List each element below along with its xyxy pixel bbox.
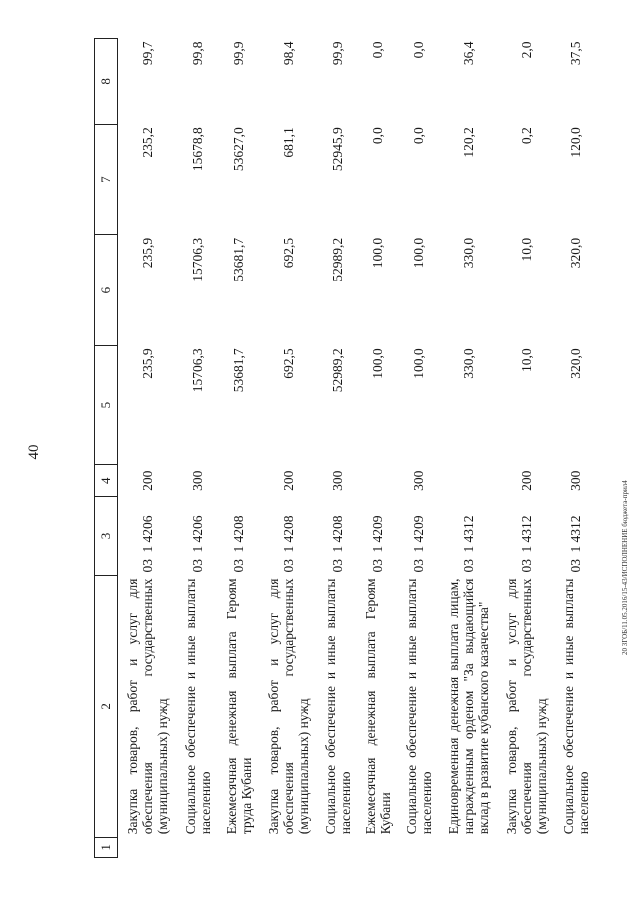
- row-col8: 2,0: [518, 41, 534, 59]
- row-col5: 692,5: [280, 348, 296, 379]
- column-header-4: 4: [95, 465, 118, 497]
- row-code: 0314206: [189, 515, 205, 573]
- row-col8: 0,0: [369, 41, 385, 59]
- row-code: 0314206: [139, 515, 155, 573]
- row-description: Закупка товаров, работ и услуг для обеспечения государственных (муниципальных) нужд: [266, 578, 311, 835]
- row-code: 0314208: [280, 515, 296, 573]
- row-col5: 330,0: [460, 348, 476, 379]
- row-col8: 99,9: [230, 41, 246, 66]
- row-expense-type: 300: [410, 470, 426, 491]
- row-col5: 10,0: [518, 348, 534, 372]
- row-col5: 235,9: [139, 348, 155, 379]
- row-expense-type: [218, 465, 260, 497]
- row-description: Ежемесячная денежная выплата Героям Кубани: [362, 578, 393, 835]
- table-row: [440, 39, 498, 858]
- row-col6: 330,0: [460, 237, 476, 269]
- row-col7: 52945,9: [329, 127, 345, 172]
- table-row: [118, 39, 178, 858]
- footer-file-note: 20 ЗГОБ/11.05.2016/15-43/ИСПОЛНЕНИЕ бюджета-прил4: [621, 480, 629, 655]
- row-expense-type: 300: [329, 470, 345, 491]
- row-col6: 692,5: [280, 237, 296, 269]
- row-code: 0314312: [518, 515, 534, 573]
- row-expense-type: [440, 465, 498, 497]
- row-col7: 235,2: [139, 127, 155, 158]
- row-description: Социальное обеспечение и иные выплаты населению: [182, 578, 213, 835]
- row-expense-type: [358, 465, 398, 497]
- table-row: [556, 39, 596, 858]
- row-col8: 99,9: [329, 41, 345, 66]
- row-col7: 120,0: [567, 127, 583, 158]
- table-row: [358, 39, 398, 858]
- row-col8: 0,0: [410, 41, 426, 59]
- table-header-row: [95, 39, 118, 858]
- row-description: Ежемесячная денежная выплата Героям труда Кубани: [223, 578, 254, 835]
- row-col6: 320,0: [567, 237, 583, 269]
- row-expense-type: 200: [139, 470, 155, 491]
- row-description: Социальное обеспечение и иные выплаты населению: [322, 578, 353, 835]
- table-row: [260, 39, 318, 858]
- column-header-1: 1: [95, 837, 118, 857]
- table-row: [178, 39, 218, 858]
- row-col5: 100,0: [410, 348, 426, 379]
- row-code: 0314208: [230, 515, 246, 573]
- row-col6: 100,0: [369, 237, 385, 269]
- row-description: Закупка товаров, работ и услуг для обеспечения государственных (муниципальных) нужд: [504, 578, 549, 835]
- row-col5: 320,0: [567, 348, 583, 379]
- row-col8: 99,7: [139, 41, 155, 66]
- row-col5: 52989,2: [329, 348, 345, 393]
- row-description: Социальное обеспечение и иные выплаты населению: [403, 578, 434, 835]
- row-col6: 53681,7: [230, 237, 246, 282]
- column-header-5: 5: [95, 345, 118, 465]
- row-col7: 0,0: [369, 127, 385, 145]
- row-code: 0314209: [410, 515, 426, 573]
- row-expense-type: 300: [189, 470, 205, 491]
- table-row: [398, 39, 440, 858]
- column-header-3: 3: [95, 497, 118, 576]
- row-col6: 52989,2: [329, 237, 345, 282]
- row-col6: 100,0: [410, 237, 426, 269]
- row-col7: 0,2: [518, 127, 534, 145]
- column-header-2: 2: [95, 575, 118, 837]
- row-col7: 15678,8: [189, 127, 205, 172]
- row-col5: 53681,7: [230, 348, 246, 393]
- table-row: [498, 39, 556, 858]
- row-code: 0314312: [460, 515, 476, 573]
- row-code: 0314208: [329, 515, 345, 573]
- table-row: [218, 39, 260, 858]
- row-col7: 53627,0: [230, 127, 246, 172]
- row-col5: 100,0: [369, 348, 385, 379]
- row-col8: 99,8: [189, 41, 205, 66]
- row-description: Единовременная денежная выплата лицам, награжденным орденом "За выдающийся вклад в развитие кубанского казачества": [446, 578, 491, 835]
- column-header-8: 8: [95, 39, 118, 125]
- row-description: Закупка товаров, работ и услуг для обеспечения государственных (муниципальных) нужд: [125, 578, 171, 835]
- row-code: 0314312: [567, 515, 583, 573]
- row-col6: 10,0: [518, 237, 534, 262]
- table-row: [318, 39, 358, 858]
- row-expense-type: 300: [567, 470, 583, 491]
- row-col8: 98,4: [280, 41, 296, 66]
- column-header-7: 7: [95, 124, 118, 235]
- row-expense-type: 200: [518, 470, 534, 491]
- row-description: Социальное обеспечение и иные выплаты населению: [560, 578, 591, 835]
- row-col7: 120,2: [460, 127, 476, 158]
- row-col5: 15706,3: [189, 348, 205, 393]
- budget-execution-table: [94, 38, 596, 858]
- page-number: 40: [26, 444, 42, 460]
- row-col8: 36,4: [460, 41, 476, 66]
- row-expense-type: 200: [280, 470, 296, 491]
- row-code: 0314209: [369, 515, 385, 573]
- row-col7: 0,0: [410, 127, 426, 145]
- row-col6: 235,9: [139, 237, 155, 269]
- row-col7: 681,1: [280, 127, 296, 158]
- column-header-6: 6: [95, 235, 118, 346]
- row-col6: 15706,3: [189, 237, 205, 282]
- row-col8: 37,5: [567, 41, 583, 66]
- table-body: [118, 39, 596, 858]
